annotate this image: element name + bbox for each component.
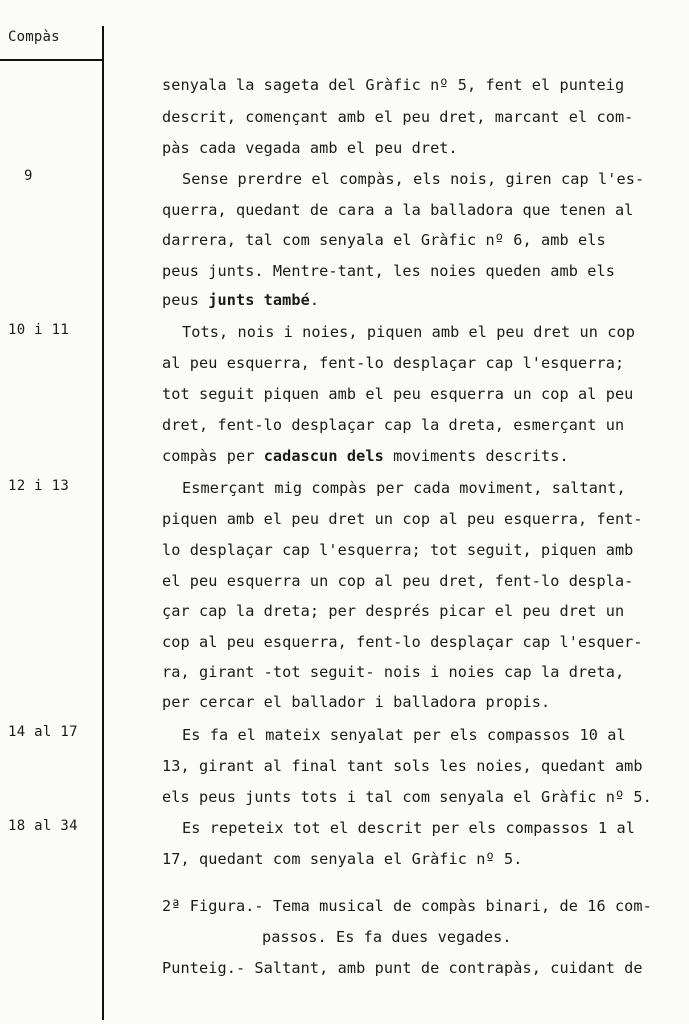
measure-label: 14 al 17 <box>8 724 78 740</box>
text-line: tot seguit piquen amb el peu esquerra un cop al peu <box>162 385 634 403</box>
measure-label: 9 <box>24 168 33 184</box>
text-line: querra, quedant de cara a la balladora que tenen al <box>162 201 634 219</box>
text-line: piquen amb el peu dret un cop al peu esquerra, fent- <box>162 510 643 528</box>
text-fragment: . <box>309 291 320 309</box>
figure-heading-line: 2ª Figura.- Tema musical de compàs binari, de 16 com- <box>162 897 652 915</box>
text-line: peus junts. Mentre-tant, les noies queden amb els <box>162 262 615 280</box>
text-line: al peu esquerra, fent-lo desplaçar cap l'esquerra; <box>162 354 625 372</box>
text-line: ra, girant -tot seguit- nois i noies cap la dreta, <box>162 663 625 681</box>
text-line: lo desplaçar cap l'esquerra; tot seguit, piquen amb <box>162 541 634 559</box>
text-line: Es fa el mateix senyalat per els compassos 10 al <box>182 726 626 744</box>
figure-heading-line: passos. Es fa dues vegades. <box>262 928 512 946</box>
text-fragment: moviments descrits. <box>383 447 569 465</box>
compas-column-header: Compàs <box>8 29 60 45</box>
column-divider-vertical <box>102 26 104 1020</box>
text-line: senyala la sageta del Gràfic nº 5, fent el punteig <box>162 76 625 94</box>
column-divider-horizontal <box>0 59 104 61</box>
text-line: per cercar el ballador i balladora propis. <box>162 693 551 711</box>
text-line: Esmerçant mig compàs per cada moviment, saltant, <box>182 479 626 497</box>
text-line: pàs cada vegada amb el peu dret. <box>162 139 458 157</box>
text-line: els peus junts tots i tal com senyala el Gràfic nº 5. <box>162 788 652 806</box>
text-line <box>162 291 319 309</box>
text-line <box>162 447 569 465</box>
text-line: Punteig.- Saltant, amb punt de contrapàs, cuidant de <box>162 959 643 977</box>
text-line: cop al peu esquerra, fent-lo desplaçar cap l'esquer- <box>162 633 643 651</box>
text-line: 13, girant al final tant sols les noies, quedant amb <box>162 757 643 775</box>
text-line: Es repeteix tot el descrit per els compassos 1 al <box>182 819 635 837</box>
text-line: el peu esquerra un cop al peu dret, fent-lo despla- <box>162 572 634 590</box>
bold-fragment: junts també <box>208 291 310 309</box>
text-fragment: peus <box>162 291 209 309</box>
measure-label: 12 i 13 <box>8 478 70 494</box>
bold-fragment: cadascun dels <box>263 447 384 465</box>
text-line: Tots, nois i noies, piquen amb el peu dret un cop <box>182 323 635 341</box>
text-line: descrit, començant amb el peu dret, marcant el com- <box>162 108 634 126</box>
text-line: dret, fent-lo desplaçar cap la dreta, esmerçant un <box>162 416 625 434</box>
text-fragment: compàs per <box>162 447 264 465</box>
text-line: çar cap la dreta; per després picar el peu dret un <box>162 602 625 620</box>
text-line: Sense prerdre el compàs, els nois, giren cap l'es- <box>182 170 645 188</box>
measure-label: 10 i 11 <box>8 322 70 338</box>
measure-label: 18 al 34 <box>8 818 78 834</box>
text-line: darrera, tal com senyala el Gràfic nº 6, amb els <box>162 231 606 249</box>
text-line: 17, quedant com senyala el Gràfic nº 5. <box>162 850 523 868</box>
